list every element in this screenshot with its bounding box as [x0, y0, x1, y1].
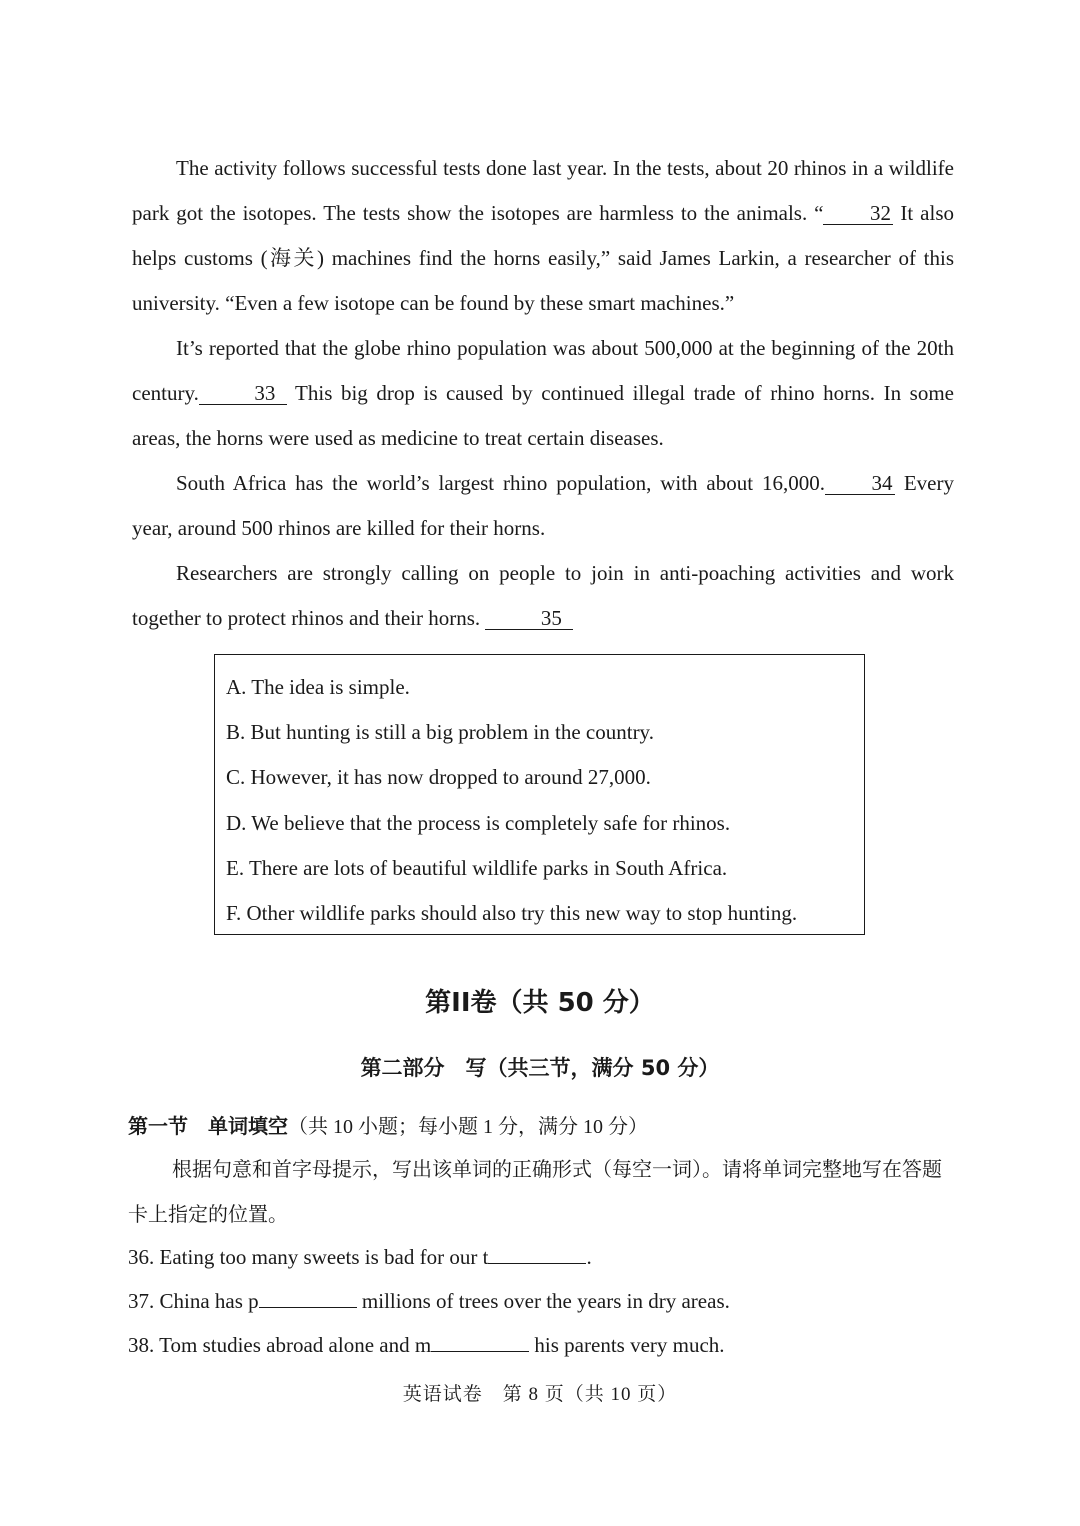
passage-paragraph-4: Researchers are strongly calling on people to join in anti-poaching activities and work together to protect rhinos and their horns. 35	[132, 561, 954, 630]
instruction	[128, 1148, 954, 1238]
section-title: 第一节 单词填空	[128, 1114, 288, 1138]
passage-paragraph-2: It’s reported that the globe rhino population was about 500,000 at the beginning of the 20th century. 33 This big drop is caused by continued illegal trade of rhino horns. In some areas, the horns were used as medicine to treat certain diseases.	[132, 336, 954, 450]
answer-line	[488, 1241, 586, 1264]
option-a: A. The idea is simple.	[226, 675, 410, 699]
answer-line	[431, 1329, 529, 1352]
option-d: D. We believe that the process is completely safe for rhinos.	[226, 810, 731, 835]
part-heading: 第二部分 写（共三节，满分 50 分）	[360, 1056, 720, 1080]
volume-heading: 第II卷（共 50 分）	[425, 988, 655, 1018]
option-e: E. There are lots of beautiful wildlife parks in South Africa.	[226, 855, 728, 880]
section-detail: （共 10 小题；每小题 1 分，满分 10 分）	[288, 1116, 648, 1138]
blank-33: 33	[199, 382, 287, 405]
blank-34: 34	[825, 472, 895, 495]
answer-line	[259, 1285, 357, 1308]
page-footer: 英语试卷 第 8 页（共 10 页）	[402, 1384, 678, 1405]
blank-32: 32	[823, 202, 893, 225]
passage-paragraph-1: The activity follows successful tests done last year. In the tests, about 20 rhinos in a wildlife park got the isotopes. The tests show the isotopes are harmless to the animals. “ 32 It also helps customs (海关) machines find the horns easily,” said James Larkin, a researcher of this university. “Even a few isotope can be found by these smart machines.”	[132, 156, 954, 315]
option-c: C. However, it has now dropped to around 27,000.	[226, 765, 651, 790]
option-f: F. Other wildlife parks should also try this new way to stop hunting.	[226, 901, 798, 926]
question-36: 36. Eating too many sweets is bad for our t .	[128, 1239, 592, 1275]
passage	[132, 146, 954, 641]
instruction-text: 根据句意和首字母提示，写出该单词的正确形式（每空一词）。请将单词完整地写在答题卡上指定的位置。	[128, 1159, 942, 1226]
question-38: 38. Tom studies abroad alone and m his parents very much.	[128, 1327, 725, 1363]
passage-paragraph-3: South Africa has the world’s largest rhino population, with about 16,000. 34 Every year, around 500 rhinos are killed for their horns.	[132, 471, 954, 540]
options-box	[214, 654, 865, 935]
option-b: B. But hunting is still a big problem in the country.	[226, 720, 654, 745]
question-37: 37. China has p millions of trees over the years in dry areas.	[128, 1283, 730, 1319]
section-header	[128, 1108, 958, 1145]
blank-35: 35	[485, 607, 573, 630]
